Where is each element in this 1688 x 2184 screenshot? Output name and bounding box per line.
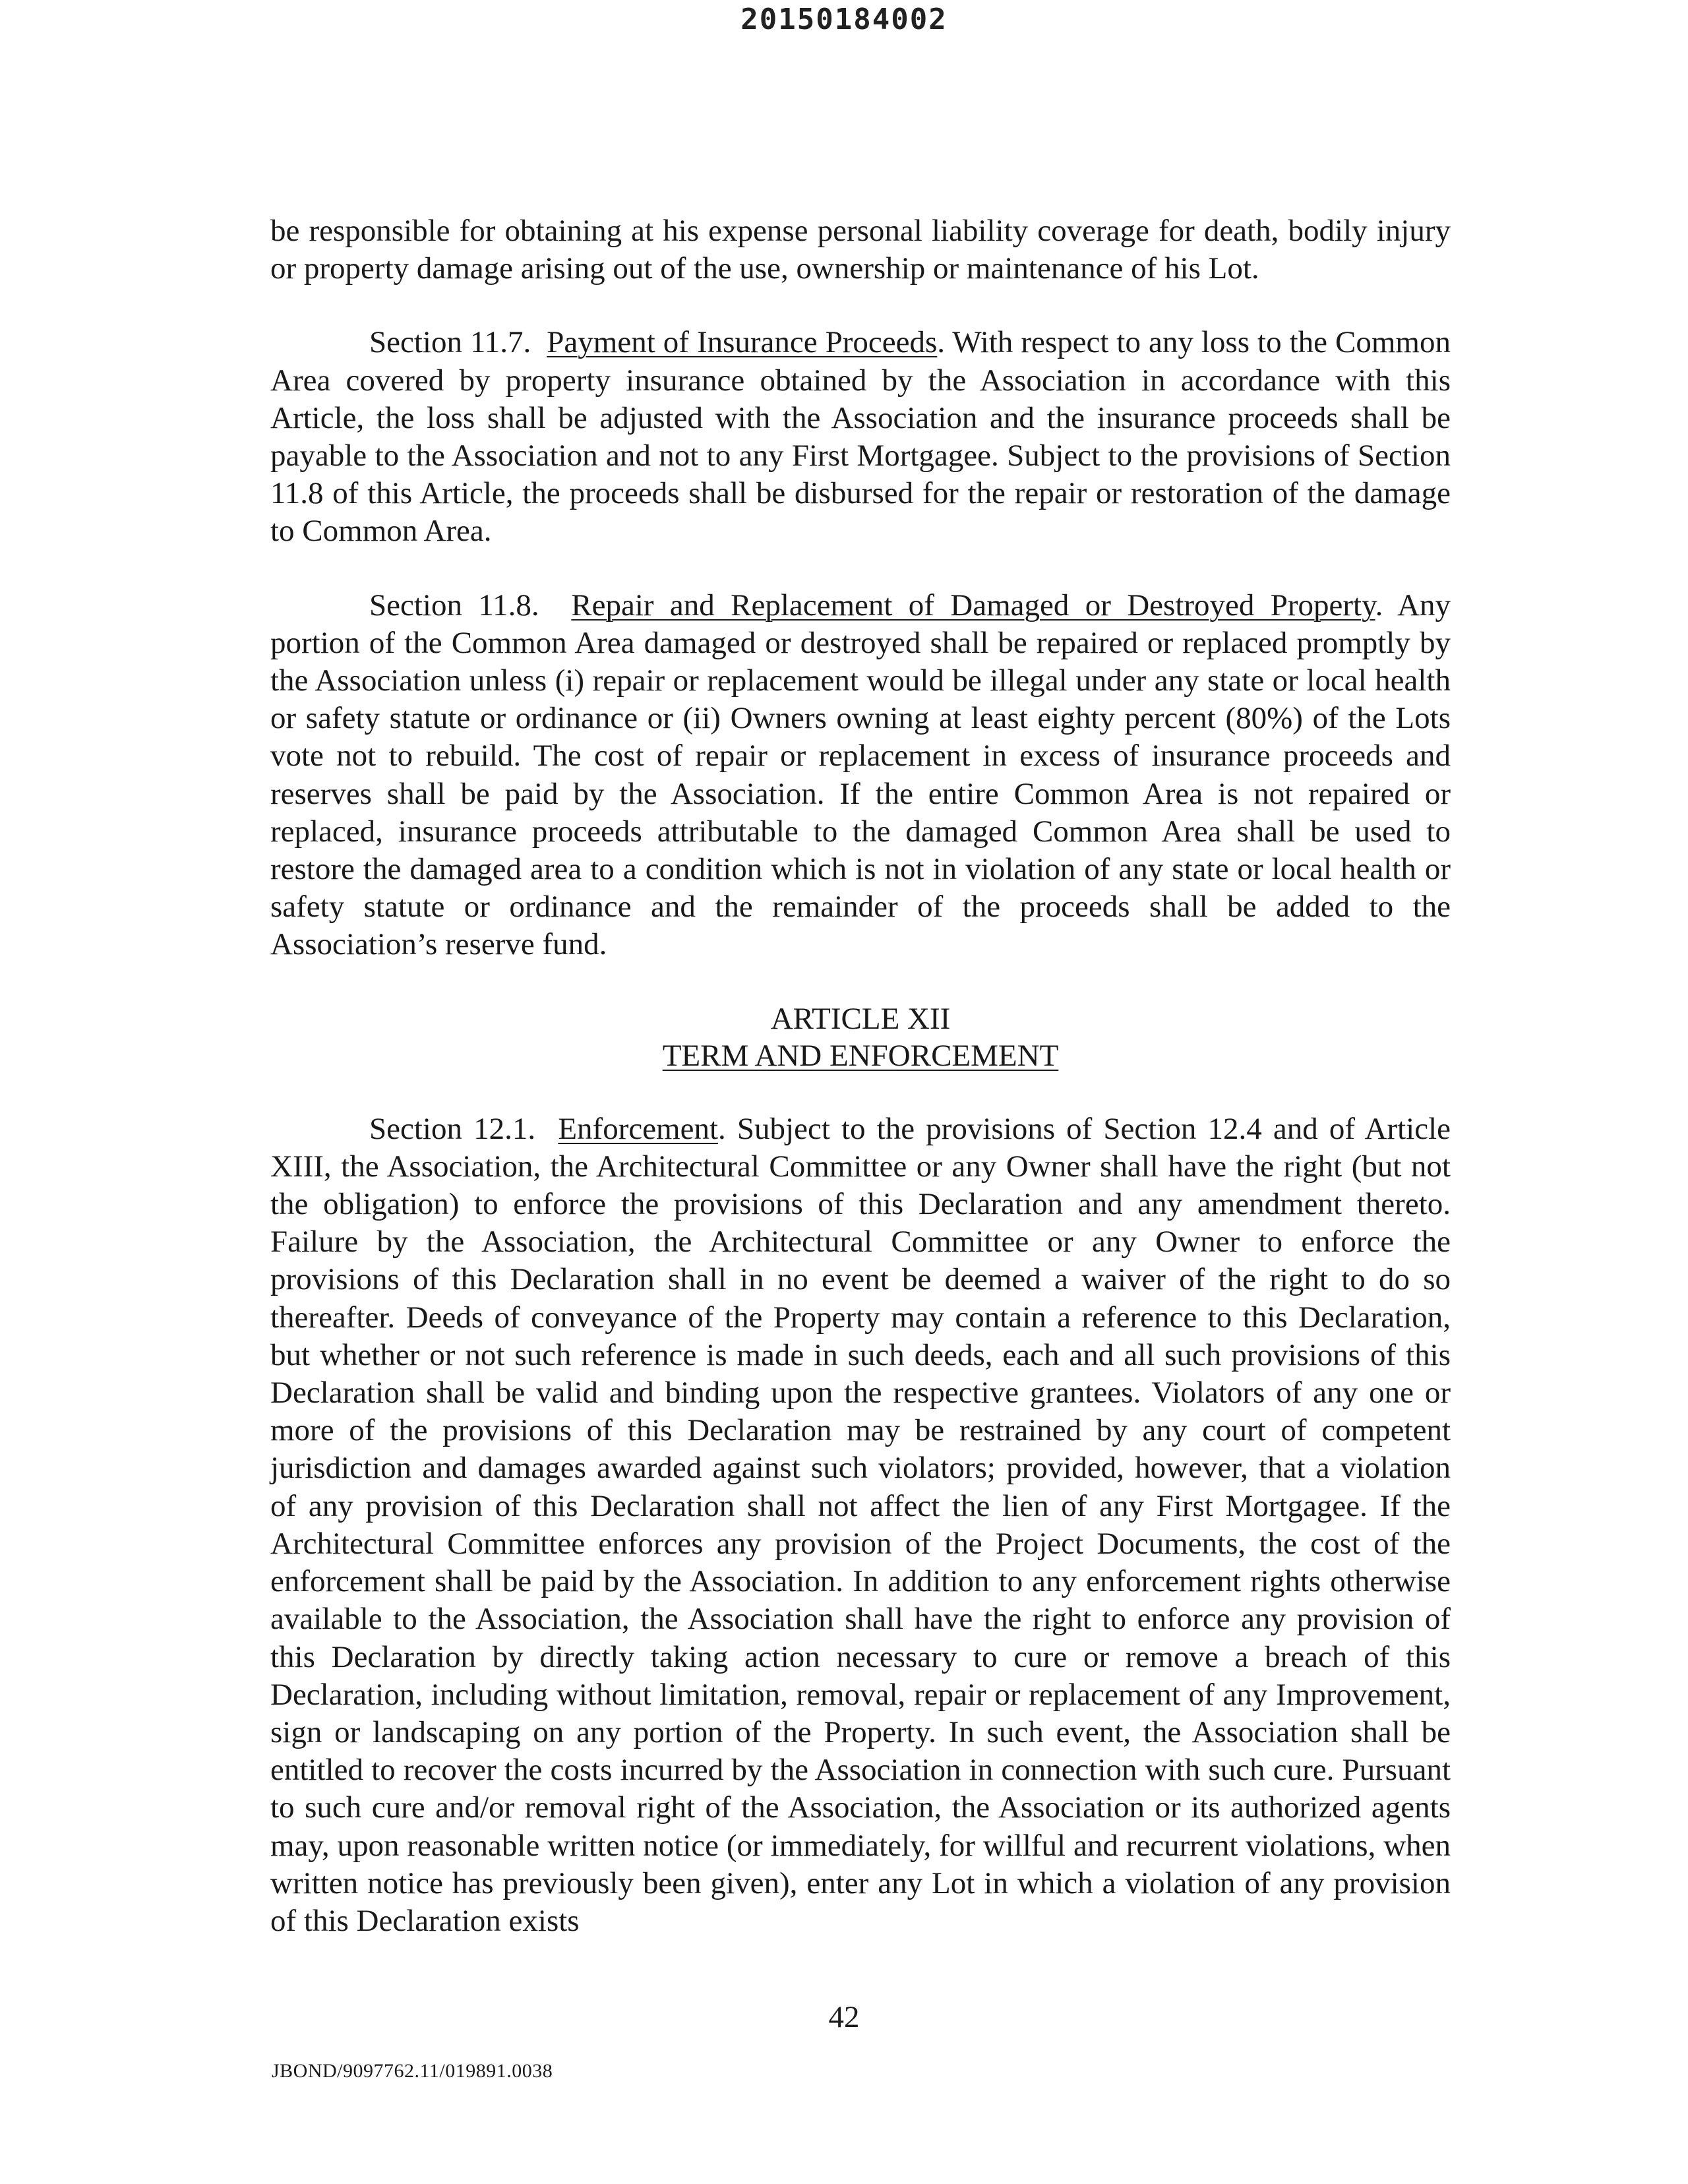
continued-paragraph bbox=[270, 212, 1451, 288]
section-11-8-text: . Any portion of the Common Area damaged or destroyed shall be repaired or replaced promptly by the Association unless (i) repair or replacement would be illegal under any state or local health or safety statute or ordinance or (ii) Owners owning at least eighty percent (80%) of the Lots vote not to rebuild. The cost of repair or replacement in excess of insurance proceeds and reserves shall be paid by the Association. If the entire Common Area is not repaired or replaced, insurance proceeds attributable to the damaged Common Area shall be used to restore the damaged area to a condition which is not in violation of any state or local health or safety statute or ordinance and the remainder of the proceeds shall be added to the Association’s reserve fund. bbox=[270, 588, 1451, 962]
section-11-7-number: Section 11.7. bbox=[369, 325, 531, 360]
page-number: 42 bbox=[828, 2000, 860, 2034]
section-11-8-number: Section 11.8. bbox=[369, 588, 539, 622]
section-12-1-number: Section 12.1. bbox=[369, 1111, 536, 1146]
recording-number: 20150184002 bbox=[740, 3, 948, 36]
section-11-7-title: Payment of Insurance Proceeds bbox=[547, 325, 938, 360]
section-11-8-title: Repair and Replacement of Damaged or Destroyed Property bbox=[571, 588, 1375, 622]
article-label: ARTICLE XII bbox=[770, 1001, 951, 1036]
section-11-7-text: . With respect to any loss to the Common Area covered by property insurance obtained by the Association in accordance with this Article, the loss shall be adjusted with the Association and the insurance proceeds shall be payable to the Association and not to any First Mortgagee. Subject to the provisions of Section 11.8 of this Article, the proceeds shall be disbursed for the repair or restoration of the damage to Common Area. bbox=[270, 325, 1451, 549]
section-11-8 bbox=[270, 587, 1451, 964]
document-body bbox=[270, 212, 1451, 1976]
section-12-1-text: . Subject to the provisions of Section 12.4 and of Article XIII, the Association, the Architectural Committee or any Owner shall have the right (but not the obligation) to enforce the provisions of this Declaration and any amendment thereto. Failure by the Association, the Architectural Committee or any Owner to enforce the provisions of this Declaration shall in no event be deemed a waiver of the right to do so thereafter. Deeds of conveyance of the Property may contain a reference to this Declaration, but whether or not such reference is made in such deeds, each and all such provisions of this Declaration shall be valid and binding upon the respective grantees. Violators of any one or more of the provisions of this Declaration may be restrained by any court of competent jurisdiction and damages awarded against such violators; provided, however, that a violation of any provision of this Declaration shall not affect the lien of any First Mortgagee. If the Architectural Committee enforces any provision of the Project Documents, the cost of the enforcement shall be paid by the Association. In addition to any enforcement rights otherwise available to the Association, the Association shall have the right to enforce any provision of this Declaration by directly taking action necessary to cure or remove a breach of this Declaration, including without limitation, removal, repair or replacement of any Improvement, sign or landscaping on any portion of the Property. In such event, the Association shall be entitled to recover the costs incurred by the Association in connection with such cure. Pursuant to such cure and/or removal right of the Association, the Association or its authorized agents may, upon reasonable written notice (or immediately, for willful and recurrent violations, when written notice has previously been given), enter any Lot in which a violation of any provision of this Declaration exists bbox=[270, 1111, 1451, 1938]
document-id: JBOND/9097762.11/019891.0038 bbox=[272, 2060, 553, 2082]
section-11-7 bbox=[270, 324, 1451, 550]
continued-paragraph-text: be responsible for obtaining at his expense personal liability coverage for death, bodily injury or property damage arising out of the use, ownership or maintenance of his Lot. bbox=[270, 214, 1451, 286]
article-heading bbox=[270, 1000, 1451, 1074]
section-12-1-title: Enforcement bbox=[558, 1111, 719, 1146]
section-12-1 bbox=[270, 1110, 1451, 1940]
article-title: TERM AND ENFORCEMENT bbox=[662, 1038, 1059, 1073]
